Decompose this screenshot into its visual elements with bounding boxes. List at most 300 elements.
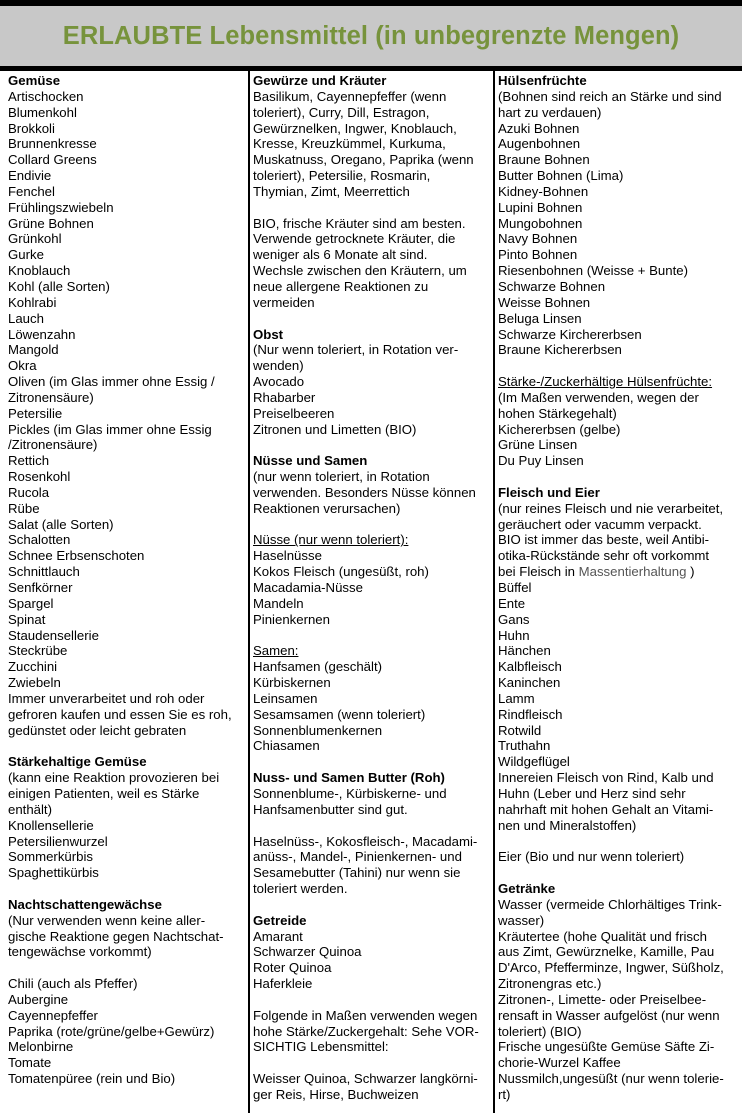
line-text: Hanfsamenbutter sind gut.: [253, 801, 408, 817]
line-text: enthält): [8, 801, 52, 817]
line-text: Spargel: [8, 595, 54, 611]
line-text: (nur reines Fleisch und nie verarbeitet,: [498, 500, 724, 516]
section-heading: [253, 453, 491, 469]
text-line: [8, 976, 246, 992]
text-line: [253, 1071, 491, 1087]
line-text: gedünstet oder leicht gebraten: [8, 722, 187, 738]
spacer: [253, 200, 491, 216]
line-text: Gewürznelken, Ingwer, Knoblauch,: [253, 120, 457, 136]
text-line: [253, 105, 491, 121]
line-text: Nuss- und Samen Butter (Roh): [253, 770, 445, 786]
text-line: [253, 247, 491, 263]
spacer: [253, 754, 491, 770]
line-text: Preiselbeeren: [253, 405, 335, 421]
text-line: [253, 501, 491, 517]
line-text: chorie-Wurzel Kaffee: [498, 1055, 621, 1071]
line-text: Weisser Quinoa, Schwarzer langkörni-: [253, 1071, 478, 1087]
line-text: Amarant: [253, 928, 303, 944]
text-line: [253, 89, 491, 105]
text-line: [498, 327, 740, 343]
column-herbs-fruits-nuts-grains: [253, 73, 491, 1103]
line-text: Muskatnuss, Oregano, Paprika (wenn: [253, 152, 474, 168]
line-text: Tomatenpüree (rein und Bio): [8, 1071, 176, 1087]
line-text: Ente: [498, 595, 526, 611]
text-line: [8, 247, 246, 263]
text-line: [498, 643, 740, 659]
text-line: [8, 358, 246, 374]
text-line: [498, 929, 740, 945]
line-text: Augenbohnen: [498, 136, 581, 152]
line-text: Macadamia-Nüsse: [253, 580, 363, 595]
text-line: [498, 279, 740, 295]
text-line: [498, 342, 740, 358]
spacer: [498, 469, 740, 485]
line-text: Sommerkürbis: [8, 849, 94, 865]
text-line: [8, 469, 246, 485]
line-text: Gans: [498, 611, 530, 627]
line-text: Thymian, Zimt, Meerrettich: [253, 183, 410, 199]
line-text: Hanfsamen (geschält): [253, 659, 383, 675]
spacer: [253, 517, 491, 533]
line-text: Sonnenblume-, Kürbiskerne- und: [253, 785, 447, 801]
section-heading: [8, 754, 246, 770]
line-text: Hülsenfrüchte: [498, 73, 587, 88]
text-line: [253, 406, 491, 422]
column-legumes-meat-drinks: [498, 73, 740, 1103]
text-line: [498, 216, 740, 232]
line-text: Salat (alle Sorten): [8, 516, 114, 532]
text-line: [253, 675, 491, 691]
line-text: Azuki Bohnen: [498, 120, 580, 136]
line-text: Collard Greens: [8, 152, 97, 168]
text-line: [498, 897, 740, 913]
text-line: [8, 834, 246, 850]
line-text: (kann eine Reaktion provozieren bei: [8, 770, 220, 786]
line-text: Sesamsamen (wenn toleriert): [253, 706, 426, 722]
text-line: [253, 659, 491, 675]
line-text: Weisse Bohnen: [498, 294, 591, 310]
line-text: Lamm: [498, 690, 535, 706]
line-text: Zitronen-, Limette- oder Preiselbee-: [498, 991, 707, 1007]
text-line: [8, 944, 246, 960]
line-text: Braune Kichererbsen: [498, 342, 622, 358]
spacer: [253, 897, 491, 913]
line-text: BIO ist immer das beste, weil Antibi-: [498, 532, 710, 548]
text-line: [498, 786, 740, 802]
text-line: [8, 121, 246, 137]
line-text: Haselnüss-, Kokosfleisch-, Macadami-: [253, 833, 478, 849]
spacer: [253, 992, 491, 1008]
highlighted-term: Massentierhaltung: [578, 564, 687, 580]
text-line: [253, 881, 491, 897]
text-line: [8, 1024, 246, 1040]
line-text: Huhn (Leber und Herz sind sehr: [498, 785, 686, 801]
spacer: [498, 834, 740, 850]
line-text: Rindfleisch: [498, 706, 563, 722]
line-text: Endivie: [8, 168, 52, 184]
line-text: Senfkörner: [8, 580, 73, 595]
line-text: Getränke: [498, 881, 556, 897]
text-line: [498, 992, 740, 1008]
text-line: [498, 453, 740, 469]
line-text: toleriert), Curry, Dill, Estragon,: [253, 104, 430, 120]
line-text: Schnittlauch: [8, 564, 80, 580]
text-line: [498, 121, 740, 137]
line-text: Mungobohnen: [498, 215, 583, 231]
text-line: [498, 754, 740, 770]
text-line: [8, 263, 246, 279]
line-text: Gurke: [8, 247, 44, 263]
text-line: [8, 723, 246, 739]
text-line: [253, 422, 491, 438]
line-text: Löwenzahn: [8, 326, 76, 342]
text-line: [498, 564, 740, 580]
text-line: [498, 1087, 740, 1103]
line-text: Melonbirne: [8, 1039, 74, 1055]
text-line: [8, 659, 246, 675]
line-text: Nüsse (nur wenn toleriert):: [253, 532, 409, 548]
line-text: Nüsse und Samen: [253, 453, 368, 469]
line-text: Schwarze Bohnen: [498, 278, 606, 294]
line-text: Gewürze und Kräuter: [253, 73, 387, 88]
line-text: Mangold: [8, 342, 59, 358]
line-text: Grüne Linsen: [498, 437, 578, 453]
line-text-end: ): [686, 564, 695, 580]
text-line: [8, 707, 246, 723]
text-line: [8, 105, 246, 121]
text-line: [498, 247, 740, 263]
line-text: Eier (Bio und nur wenn toleriert): [498, 849, 685, 865]
line-text: Steckrübe: [8, 643, 68, 659]
line-text: Kürbiskernen: [253, 675, 331, 691]
line-text: Petersilienwurzel: [8, 833, 108, 849]
line-text: Wildgeflügel: [498, 754, 570, 770]
text-line: [498, 422, 740, 438]
line-text: (Im Maßen verwenden, wegen der: [498, 389, 699, 405]
text-line: [8, 564, 246, 580]
text-line: [498, 1008, 740, 1024]
text-line: [253, 707, 491, 723]
line-text: Zitronensäure): [8, 389, 94, 405]
line-text: Büffel: [498, 580, 532, 595]
text-line: [8, 517, 246, 533]
spacer: [253, 1055, 491, 1071]
line-text: Kaninchen: [498, 675, 561, 691]
text-line: [498, 612, 740, 628]
line-text: Kresse, Kreuzkümmel, Kurkuma,: [253, 136, 446, 152]
spacer: [498, 358, 740, 374]
text-line: [253, 279, 491, 295]
text-line: [8, 184, 246, 200]
spacer: [8, 881, 246, 897]
text-line: [8, 596, 246, 612]
section-heading: [498, 73, 740, 89]
text-line: [8, 913, 246, 929]
text-line: [498, 263, 740, 279]
text-line: [8, 453, 246, 469]
line-text: Kräutertee (hohe Qualität und frisch: [498, 928, 707, 944]
section-heading: [253, 770, 491, 786]
line-text: Wasser (vermeide Chlorhältiges Trink-: [498, 896, 722, 912]
text-line: [498, 707, 740, 723]
text-line: [8, 216, 246, 232]
line-text: rt): [498, 1087, 511, 1102]
text-line: [498, 532, 740, 548]
line-text: Leinsamen: [253, 690, 318, 706]
line-text: Chiasamen: [253, 738, 320, 754]
line-text: geräuchert oder vacumm verpackt.: [498, 516, 702, 532]
line-text: hohen Stärkegehalt): [498, 405, 617, 421]
text-line: [8, 532, 246, 548]
text-line: [253, 612, 491, 628]
text-line: [253, 263, 491, 279]
line-text: Petersilie: [8, 405, 63, 421]
line-text: Immer unverarbeitet und roh oder: [8, 690, 205, 706]
text-line: [253, 802, 491, 818]
text-line: [8, 168, 246, 184]
text-line: [253, 136, 491, 152]
text-line: [253, 580, 491, 596]
text-line: [498, 311, 740, 327]
line-text: Pinienkernen: [253, 611, 330, 627]
line-text: Stärke-/Zuckerhältige Hülsenfrüchte:: [498, 374, 713, 390]
line-text: Grünkohl: [8, 231, 62, 247]
line-text: Kichererbsen (gelbe): [498, 421, 621, 437]
spacer: [8, 960, 246, 976]
line-text: hart zu verdauen): [498, 104, 602, 120]
line-text: Reaktionen verursachen): [253, 500, 401, 516]
text-line: [498, 1071, 740, 1087]
line-text: Rettich: [8, 453, 50, 469]
line-text: weniger als 6 Monate alt sind.: [253, 247, 428, 263]
line-text: Hänchen: [498, 643, 551, 659]
line-text: nahrhaft mit hohen Gehalt an Vitami-: [498, 801, 714, 817]
text-line: [253, 390, 491, 406]
text-line: [498, 168, 740, 184]
text-line: [253, 342, 491, 358]
line-text: otika-Rückstände sehr oft vorkommt: [498, 548, 710, 564]
line-text: Pickles (im Glas immer ohne Essig: [8, 421, 212, 437]
line-text: Huhn: [498, 627, 530, 643]
line-text: toleriert), Petersilie, Rosmarin,: [253, 168, 431, 184]
text-line: [498, 960, 740, 976]
header-rule: [0, 66, 742, 71]
section-heading: [253, 327, 491, 343]
line-text: Kidney-Bohnen: [498, 183, 589, 199]
column-vegetables: [8, 73, 246, 1087]
text-line: [253, 295, 491, 311]
line-text: Rübe: [8, 500, 40, 516]
text-line: [253, 1039, 491, 1055]
line-text: Knollensellerie: [8, 817, 94, 833]
line-text: Lauch: [8, 310, 44, 326]
line-text: Zitronengras etc.): [498, 976, 602, 992]
text-line: [8, 501, 246, 517]
text-line: [253, 849, 491, 865]
line-text: Sesamebutter (Tahini) nur wenn sie: [253, 865, 461, 881]
line-text: einigen Patienten, weil es Stärke: [8, 785, 200, 801]
spacer: [253, 311, 491, 327]
line-text: Avocado: [253, 374, 305, 390]
text-line: [498, 675, 740, 691]
text-line: [8, 342, 246, 358]
section-heading: [8, 73, 246, 89]
text-line: [253, 1087, 491, 1103]
line-text: Rucola: [8, 484, 50, 500]
text-line: [253, 596, 491, 612]
text-line: [8, 231, 246, 247]
text-line: [498, 1039, 740, 1055]
line-text: Spaghettikürbis: [8, 865, 99, 881]
line-text: rensaft in Wasser aufgelöst (nur wenn: [498, 1007, 720, 1023]
line-text: Getreide: [253, 912, 307, 928]
text-line: [8, 152, 246, 168]
text-line: [253, 548, 491, 564]
text-line: [253, 485, 491, 501]
line-text: Navy Bohnen: [498, 231, 578, 247]
line-text: (Nur wenn toleriert, in Rotation ver-: [253, 342, 459, 358]
line-text: Zucchini: [8, 659, 58, 675]
spacer: [8, 738, 246, 754]
line-text: wasser): [498, 912, 545, 928]
text-line: [498, 580, 740, 596]
title-banner: [0, 6, 742, 66]
line-text: hohe Stärke/Zuckergehalt: Sehe VOR-: [253, 1023, 479, 1039]
text-line: [498, 596, 740, 612]
subsection-heading: [253, 532, 491, 548]
line-text: Folgende in Maßen verwenden wegen: [253, 1007, 478, 1023]
subsection-heading: [253, 643, 491, 659]
text-line: [8, 802, 246, 818]
text-line: [8, 1055, 246, 1071]
line-text: nen und Mineralstoffen): [498, 817, 637, 833]
line-text: tengewächse vorkommt): [8, 944, 152, 960]
text-line: [8, 295, 246, 311]
section-heading: [498, 485, 740, 501]
line-text: Gemüse: [8, 73, 61, 88]
line-text: Roter Quinoa: [253, 960, 332, 976]
line-text: Butter Bohnen (Lima): [498, 168, 624, 184]
line-text: Haselnüsse: [253, 548, 322, 564]
line-text: Pinto Bohnen: [498, 247, 578, 263]
text-line: [8, 89, 246, 105]
text-line: [498, 105, 740, 121]
line-text: BIO, frische Kräuter sind am besten.: [253, 215, 466, 231]
text-line: [253, 168, 491, 184]
line-text: Riesenbohnen (Weisse + Bunte): [498, 263, 688, 279]
column-divider: [248, 71, 250, 1113]
text-line: [8, 390, 246, 406]
text-line: [8, 1039, 246, 1055]
line-text: Rhabarber: [253, 389, 316, 405]
text-line: [8, 406, 246, 422]
line-text: Sonnenblumenkernen: [253, 722, 383, 738]
line-text: (Nur verwenden wenn keine aller-: [8, 912, 206, 928]
line-text: verwenden. Besonders Nüsse können: [253, 484, 476, 500]
line-text: Cayennepfeffer: [8, 1007, 98, 1023]
text-line: [8, 422, 246, 438]
text-line: [8, 849, 246, 865]
text-line: [253, 944, 491, 960]
text-line: [8, 136, 246, 152]
text-line: [253, 960, 491, 976]
text-line: [498, 152, 740, 168]
text-line: [253, 121, 491, 137]
line-text: /Zitronensäure): [8, 437, 98, 453]
line-text: Obst: [253, 326, 284, 342]
subsection-heading: [498, 374, 740, 390]
line-text: Schwarze Kirchererbsen: [498, 326, 642, 342]
line-text: Frühlingszwiebeln: [8, 199, 114, 215]
text-line: [8, 374, 246, 390]
line-text: Haferkleie: [253, 976, 313, 992]
text-line: [8, 1008, 246, 1024]
text-line: [8, 548, 246, 564]
text-line: [498, 136, 740, 152]
line-text: Innereien Fleisch von Rind, Kalb und: [498, 770, 714, 786]
text-line: [8, 691, 246, 707]
text-line: [253, 834, 491, 850]
text-line: [8, 929, 246, 945]
text-line: [253, 216, 491, 232]
text-line: [253, 929, 491, 945]
text-line: [253, 976, 491, 992]
spacer: [253, 437, 491, 453]
line-text: Zwiebeln: [8, 675, 61, 691]
line-text: aus Zimt, Gewürznelke, Kamille, Pau: [498, 944, 715, 960]
line-text: Spinat: [8, 611, 46, 627]
line-text: Artischocken: [8, 88, 84, 104]
line-text: Chili (auch als Pfeffer): [8, 976, 138, 992]
text-line: [498, 406, 740, 422]
text-line: [8, 865, 246, 881]
line-text: Wechsle zwischen den Kräutern, um: [253, 263, 467, 279]
text-line: [253, 786, 491, 802]
line-text: Kohl (alle Sorten): [8, 278, 110, 294]
text-line: [498, 913, 740, 929]
line-text: wenden): [253, 358, 304, 374]
text-line: [253, 152, 491, 168]
text-line: [498, 849, 740, 865]
line-text: Grüne Bohnen: [8, 215, 94, 231]
line-text: anüss-, Mandel-, Pinienkernen- und: [253, 849, 462, 865]
text-line: [498, 200, 740, 216]
text-line: [498, 818, 740, 834]
line-text: Schnee Erbsenschoten: [8, 548, 145, 564]
page-title: ERLAUBTE Lebensmittel (in unbegrenzte Mengen): [62, 21, 680, 50]
text-line: [498, 659, 740, 675]
text-line: [8, 770, 246, 786]
line-text: Okra: [8, 358, 37, 374]
line-text: toleriert) (BIO): [498, 1023, 582, 1039]
text-line: [498, 1055, 740, 1071]
line-text: Fenchel: [8, 183, 55, 199]
text-line: [498, 390, 740, 406]
line-text: Zitronen und Limetten (BIO): [253, 421, 417, 437]
line-text: ger Reis, Hirse, Buchweizen: [253, 1087, 419, 1102]
line-text: Schalotten: [8, 532, 71, 548]
text-line: [253, 1008, 491, 1024]
line-text: (Bohnen sind reich an Stärke und sind: [498, 88, 722, 104]
text-line: [498, 184, 740, 200]
section-heading: [253, 73, 491, 89]
text-line: [498, 501, 740, 517]
text-line: [8, 628, 246, 644]
line-text: Oliven (im Glas immer ohne Essig /: [8, 374, 215, 390]
text-line: [498, 517, 740, 533]
line-text: Braune Bohnen: [498, 152, 590, 168]
line-text: Verwende getrocknete Kräuter, die: [253, 231, 456, 247]
